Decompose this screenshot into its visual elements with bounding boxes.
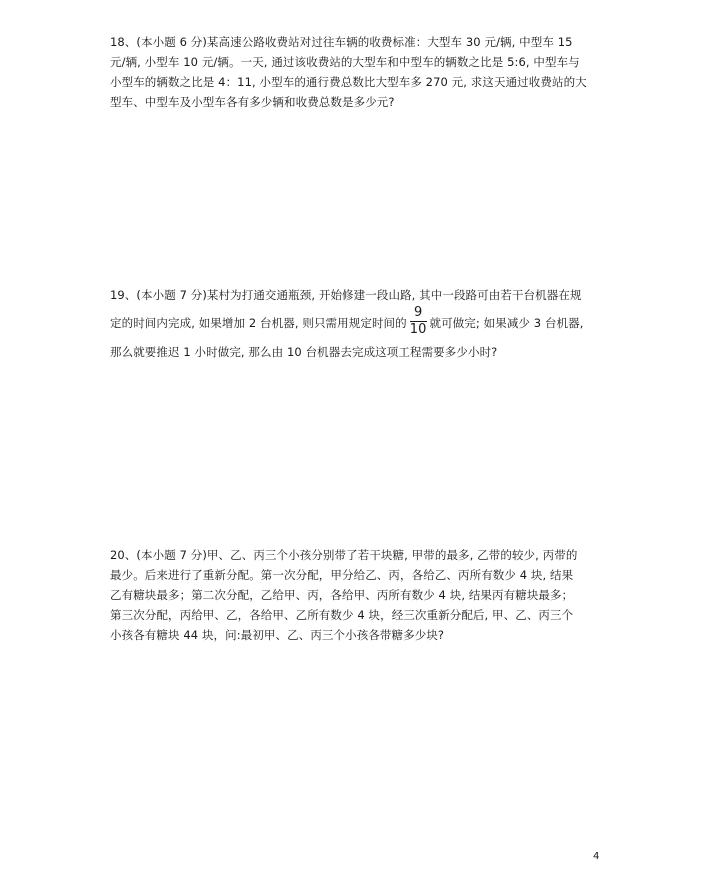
problem-19-line-3: 那么就要推迟 1 小时做完, 那么由 10 台机器去完成这项工程需要多少小时? xyxy=(110,345,498,359)
problem-20-line-3: 乙有糖块最多；第二次分配，乙给甲、丙，各给甲、丙所有数少 4 块, 结果丙有糖块最多； xyxy=(110,588,574,602)
problem-18-line-2: 元/辆, 小型车 10 元/辆。一天, 通过该收费站的大型车和中型车的辆数之比是 5:6, 中型车与 xyxy=(110,55,580,69)
problem-19-line-2-before: 定的时间内完成, 如果增加 2 台机器, 则只需用规定时间的 xyxy=(110,316,407,330)
problem-20-line-5: 小孩各有糖块 44 块，问:最初甲、乙、丙三个小孩各带糖多少块? xyxy=(110,628,445,642)
problem-20 xyxy=(110,545,625,645)
problem-18 xyxy=(110,32,625,112)
fraction-denominator: 10 xyxy=(409,322,427,337)
page-number: 4 xyxy=(593,851,600,862)
problem-19-line-2-after: 就可做完; 如果减少 3 台机器, xyxy=(429,316,584,330)
fraction-numerator: 9 xyxy=(410,306,427,322)
problem-18-line-4: 型车、中型车及小型车各有多少辆和收费总数是多少元? xyxy=(110,95,395,109)
problem-18-line-3: 小型车的辆数之比是 4：11, 小型车的通行费总数比大型车多 270 元, 求这天通过收费站的大 xyxy=(110,75,587,89)
problem-19 xyxy=(110,282,625,365)
problem-19-line-2 xyxy=(110,305,625,339)
problem-19-line-1: 19、(本小题 7 分)某村为打通交通瓶颈, 开始修建一段山路, 其中一段路可由若干台机器在规 xyxy=(110,288,582,302)
problem-20-line-1: 20、(本小题 7 分)甲、乙、丙三个小孩分别带了若干块糖, 甲带的最多, 乙带的较少, 丙带的 xyxy=(110,548,578,562)
problem-20-line-2: 最少。后来进行了重新分配。第一次分配，甲分给乙、丙，各给乙、丙所有数少 4 块, 结果 xyxy=(110,568,574,582)
problem-18-line-1: 18、(本小题 6 分)某高速公路收费站对过往车辆的收费标准：大型车 30 元/辆, 中型车 15 xyxy=(110,35,573,49)
fraction-nine-tenths xyxy=(410,306,427,337)
problem-20-line-4: 第三次分配，丙给甲、乙，各给甲、乙所有数少 4 块，经三次重新分配后, 甲、乙、丙三个 xyxy=(110,608,574,622)
